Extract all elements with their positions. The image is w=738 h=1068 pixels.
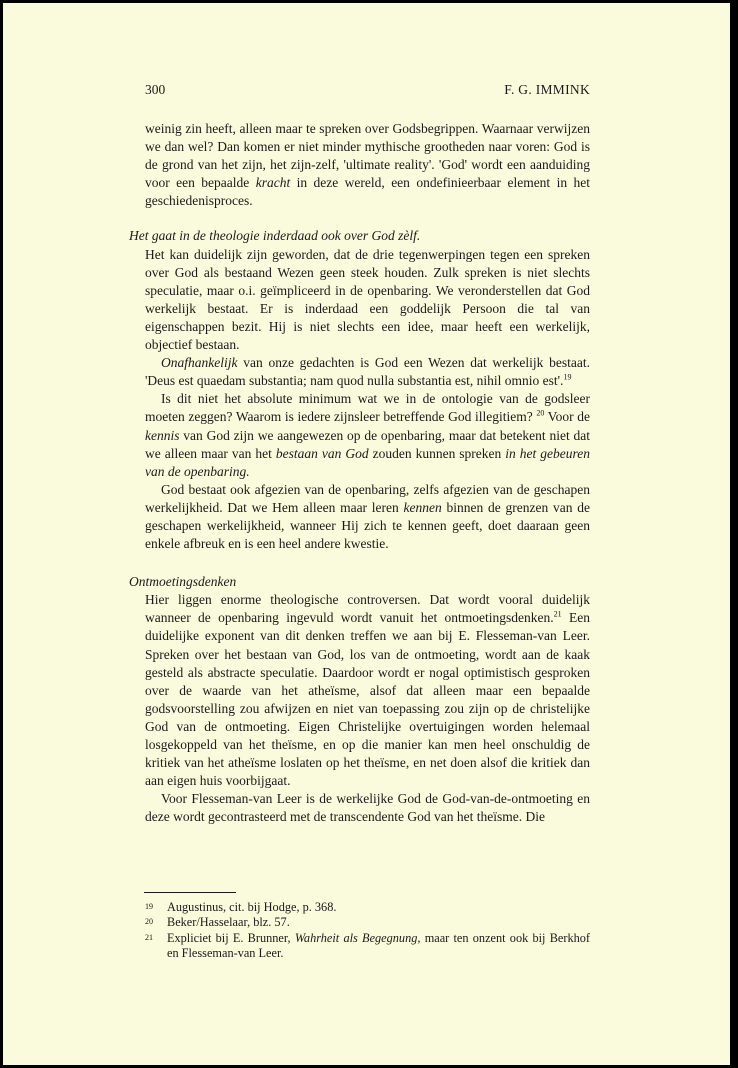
text-run: binnen de grenzen van de geschapen werkelijkheid, wanneer Hij zich te kennen geeft, doet daaraan geen enkele afbreuk en is een heel andere kwestie. bbox=[145, 499, 590, 552]
footnote bbox=[145, 900, 590, 915]
text-run: Expliciet bij E. Brunner, bbox=[167, 930, 295, 945]
paragraph-4 bbox=[145, 390, 590, 480]
running-head-author: F. G. IMMINK bbox=[504, 82, 590, 97]
footnote-separator bbox=[144, 892, 236, 893]
paragraph-2 bbox=[129, 227, 590, 354]
book-page bbox=[3, 3, 730, 1065]
italic-text: Wahrheit als Begegnung, bbox=[294, 930, 421, 945]
section-heading: Het gaat in de theologie inderdaad ook over God zèlf. bbox=[129, 228, 421, 244]
text-run: Voor Flesseman-van Leer is de werkelijke God de God-van-de-ontmoeting en deze wordt gecontrasteerd met de transcendente God van het theïsme. Die bbox=[145, 791, 590, 825]
footnote-number: 20 bbox=[145, 917, 153, 927]
footnote-number: 19 bbox=[145, 902, 153, 911]
text-run: van onze gedachten is God een Wezen dat werkelijk bestaat. 'Deus est quaedam substantia; nam quod nulla substantia est, nihil omnio est'. bbox=[145, 355, 590, 389]
text-run: zouden kunnen spreken bbox=[368, 445, 506, 461]
text-run: van God zijn we aangewezen op de openbaring, maar dat betekent niet dat we alleen maar van het bbox=[145, 427, 590, 461]
italic-text: Onafhankelijk bbox=[161, 355, 238, 371]
italic-text: kracht bbox=[255, 175, 291, 191]
footnote-ref: 21 bbox=[553, 609, 562, 619]
footnote-ref: 19 bbox=[563, 372, 572, 382]
footnote-text bbox=[167, 915, 590, 930]
footnotes bbox=[145, 900, 590, 962]
footnote-text bbox=[167, 931, 590, 962]
text-run: Augustinus, cit. bij Hodge, p. 368. bbox=[167, 900, 337, 914]
footnote bbox=[145, 915, 590, 930]
body-text bbox=[129, 120, 591, 826]
paragraph-7 bbox=[145, 790, 590, 826]
paragraph-3 bbox=[145, 354, 590, 390]
footnote-ref: 20 bbox=[536, 408, 545, 418]
paragraph-1 bbox=[145, 120, 590, 210]
footnote-number: 21 bbox=[145, 932, 153, 942]
italic-text: kennen bbox=[403, 499, 442, 515]
text-run: maar ten onzent ook bij Berkhof en Flesseman-van Leer. bbox=[167, 930, 590, 961]
text-run: Het kan duidelijk zijn geworden, dat de drie tegenwerpingen tegen een spreken over God als bestaand Wezen geen steek houden. Zulk spreken is niet slechts speculatie, maar o.i. geïmpliceerd in de openbaring. We veronderstellen dat God werkelijk bestaat. Er is inderdaad een goddelijk Persoon die tal van eigenschappen bezit. Hij is niet slechts een idee, maar heeft een werkelijk, objectief bestaan. bbox=[145, 246, 590, 353]
italic-text: bestaan van God bbox=[275, 445, 369, 461]
text-run: God bestaat ook afgezien van de openbaring, zelfs afgezien van de geschapen werkelijkheid. Dat we Hem alleen maar leren bbox=[145, 481, 590, 515]
italic-text: kennis bbox=[145, 427, 180, 443]
footnote-text bbox=[167, 900, 590, 915]
paragraph-5 bbox=[145, 481, 590, 553]
text-run: Hier liggen enorme theologische controversen. Dat wordt vooral duidelijk wanneer de openbaring ingevuld wordt vanuit het ontmoetingsdenken. bbox=[145, 592, 590, 626]
italic-text: in het gebeuren van de openbaring. bbox=[145, 445, 590, 479]
text-run: Beker/Hasselaar, blz. 57. bbox=[167, 915, 290, 930]
text-run: Een duidelijke exponent van dit denken treffen we aan bij E. Flesseman-van Leer. Spreken over het bestaan van God, los van de ontmoeting, wordt aan de kaak gesteld als abstracte speculatie. Daardoor wordt er nogal optimistisch gesproken over de waarde van het atheïsme, alsof dat alleen maar een bepaalde godsvoorstelling zou afwijzen en niet van toepassing zou zijn op de christelijke God van de ontmoeting. Eigen Christelijke overtuigingen worden helemaal losgekoppeld van het theïsme, en op die manier kan men heel onschuldig de kritiek van het atheïsme loslaten op het theïsme, en net doen alsof die kritiek dan aan eigen huis voorbijgaat. bbox=[145, 610, 590, 789]
footnote bbox=[145, 931, 590, 962]
page-number: 300 bbox=[145, 82, 166, 97]
paragraph-6 bbox=[129, 573, 590, 790]
text-run: Is dit niet het absolute minimum wat we in de ontologie van de godsleer moeten zeggen? Waarom is iedere zijnsleer betreffende God illegitiem? bbox=[145, 391, 590, 425]
text-run: in deze wereld, een ondefinieerbaar element in het geschiedenisproces. bbox=[145, 175, 591, 209]
text-run: Voor de bbox=[544, 409, 590, 425]
section-heading: Ontmoetingsdenken bbox=[129, 574, 237, 590]
text-run: weinig zin heeft, alleen maar te spreken over Godsbegrippen. Waarnaar verwijzen we dan wel? Dan komen er niet minder mythische grootheden naar voren: God is de grond van het zijn, het zijn-zelf, 'ultimate reality'. 'God' wordt een aanduiding voor een bepaalde bbox=[145, 121, 590, 191]
